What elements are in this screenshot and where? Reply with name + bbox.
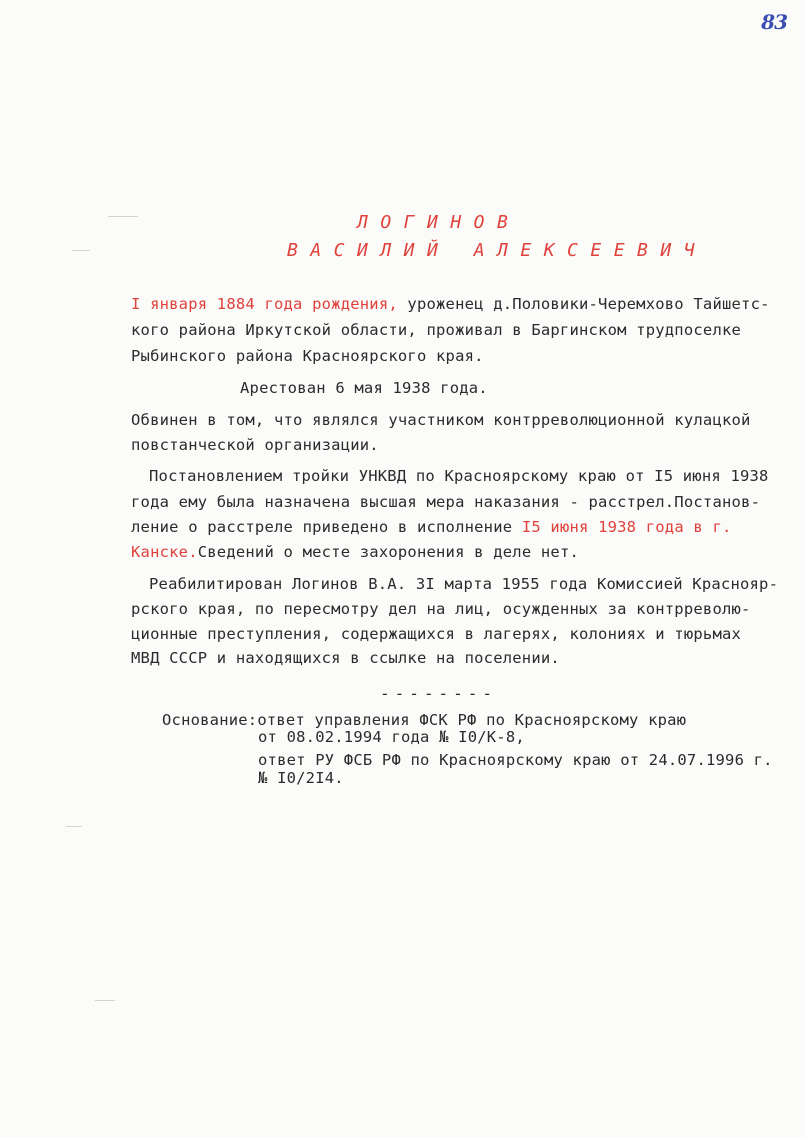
birth-place: уроженец д.Половики-Черемхово Тайшетс- bbox=[397, 295, 770, 313]
accusation-line-1: Обвинен в том, что являлся участником контрреволюционной кулацкой bbox=[131, 411, 751, 429]
rehabilitation-line-3: ционные преступления, содержащихся в лагерях, колониях и тюрьмах bbox=[131, 625, 742, 643]
title-first-name: ВАСИЛИЙ АЛЕКСЕЕВИЧ bbox=[287, 240, 708, 261]
burial-info: Сведений о месте захоронения в деле нет. bbox=[197, 543, 580, 561]
title-last-name: ЛОГИНОВ bbox=[357, 212, 521, 233]
page-number: 83 bbox=[761, 10, 787, 34]
birth-line-1 bbox=[131, 294, 770, 314]
rehabilitation-line-4: МВД СССР и находящихся в ссылке на поселении. bbox=[131, 649, 560, 667]
basis-line-2: от 08.02.1994 года № I0/К-8, bbox=[258, 728, 525, 746]
execution-place: Канске. bbox=[131, 543, 198, 561]
basis-line-4: № I0/2I4. bbox=[258, 769, 344, 787]
basis-line-3: ответ РУ ФСБ РФ по Красноярскому краю от 24.07.1996 г. bbox=[258, 751, 773, 769]
rehabilitation-line-2: рского края, по пересмотру дел на лиц, осужденных за контрреволю- bbox=[131, 600, 751, 618]
arrest-line: Арестован 6 мая 1938 года. bbox=[240, 379, 488, 397]
scan-mark bbox=[66, 826, 82, 827]
sentence-line-2: года ему была назначена высшая мера наказания - расстрел.Постанов- bbox=[131, 493, 761, 511]
sentence-line-4 bbox=[131, 542, 579, 562]
scan-mark bbox=[95, 1000, 115, 1001]
birth-line-3: Рыбинского района Красноярского края. bbox=[131, 347, 484, 365]
scan-mark bbox=[72, 250, 90, 251]
scan-mark bbox=[108, 216, 138, 217]
birth-date: I января 1884 года рождения, bbox=[131, 295, 398, 313]
sentence-execution-text: ление о расстреле приведено в исполнение bbox=[131, 518, 522, 536]
birth-line-2: кого района Иркутской области, проживал в Баргинском трудпоселке bbox=[131, 321, 742, 339]
dash-separator: -------- bbox=[380, 684, 498, 703]
sentence-line-3 bbox=[131, 517, 732, 537]
basis-line-1: Основание:ответ управления ФСК РФ по Красноярскому краю bbox=[162, 711, 687, 729]
execution-date: I5 июня 1938 года в г. bbox=[521, 518, 732, 536]
accusation-line-2: повстанческой организации. bbox=[131, 436, 379, 454]
rehabilitation-line-1: Реабилитирован Логинов В.А. 3I марта 1955 года Комиссией Краснояр- bbox=[149, 575, 779, 593]
sentence-line-1: Постановлением тройки УНКВД по Красноярскому краю от I5 июня 1938 bbox=[149, 467, 769, 485]
